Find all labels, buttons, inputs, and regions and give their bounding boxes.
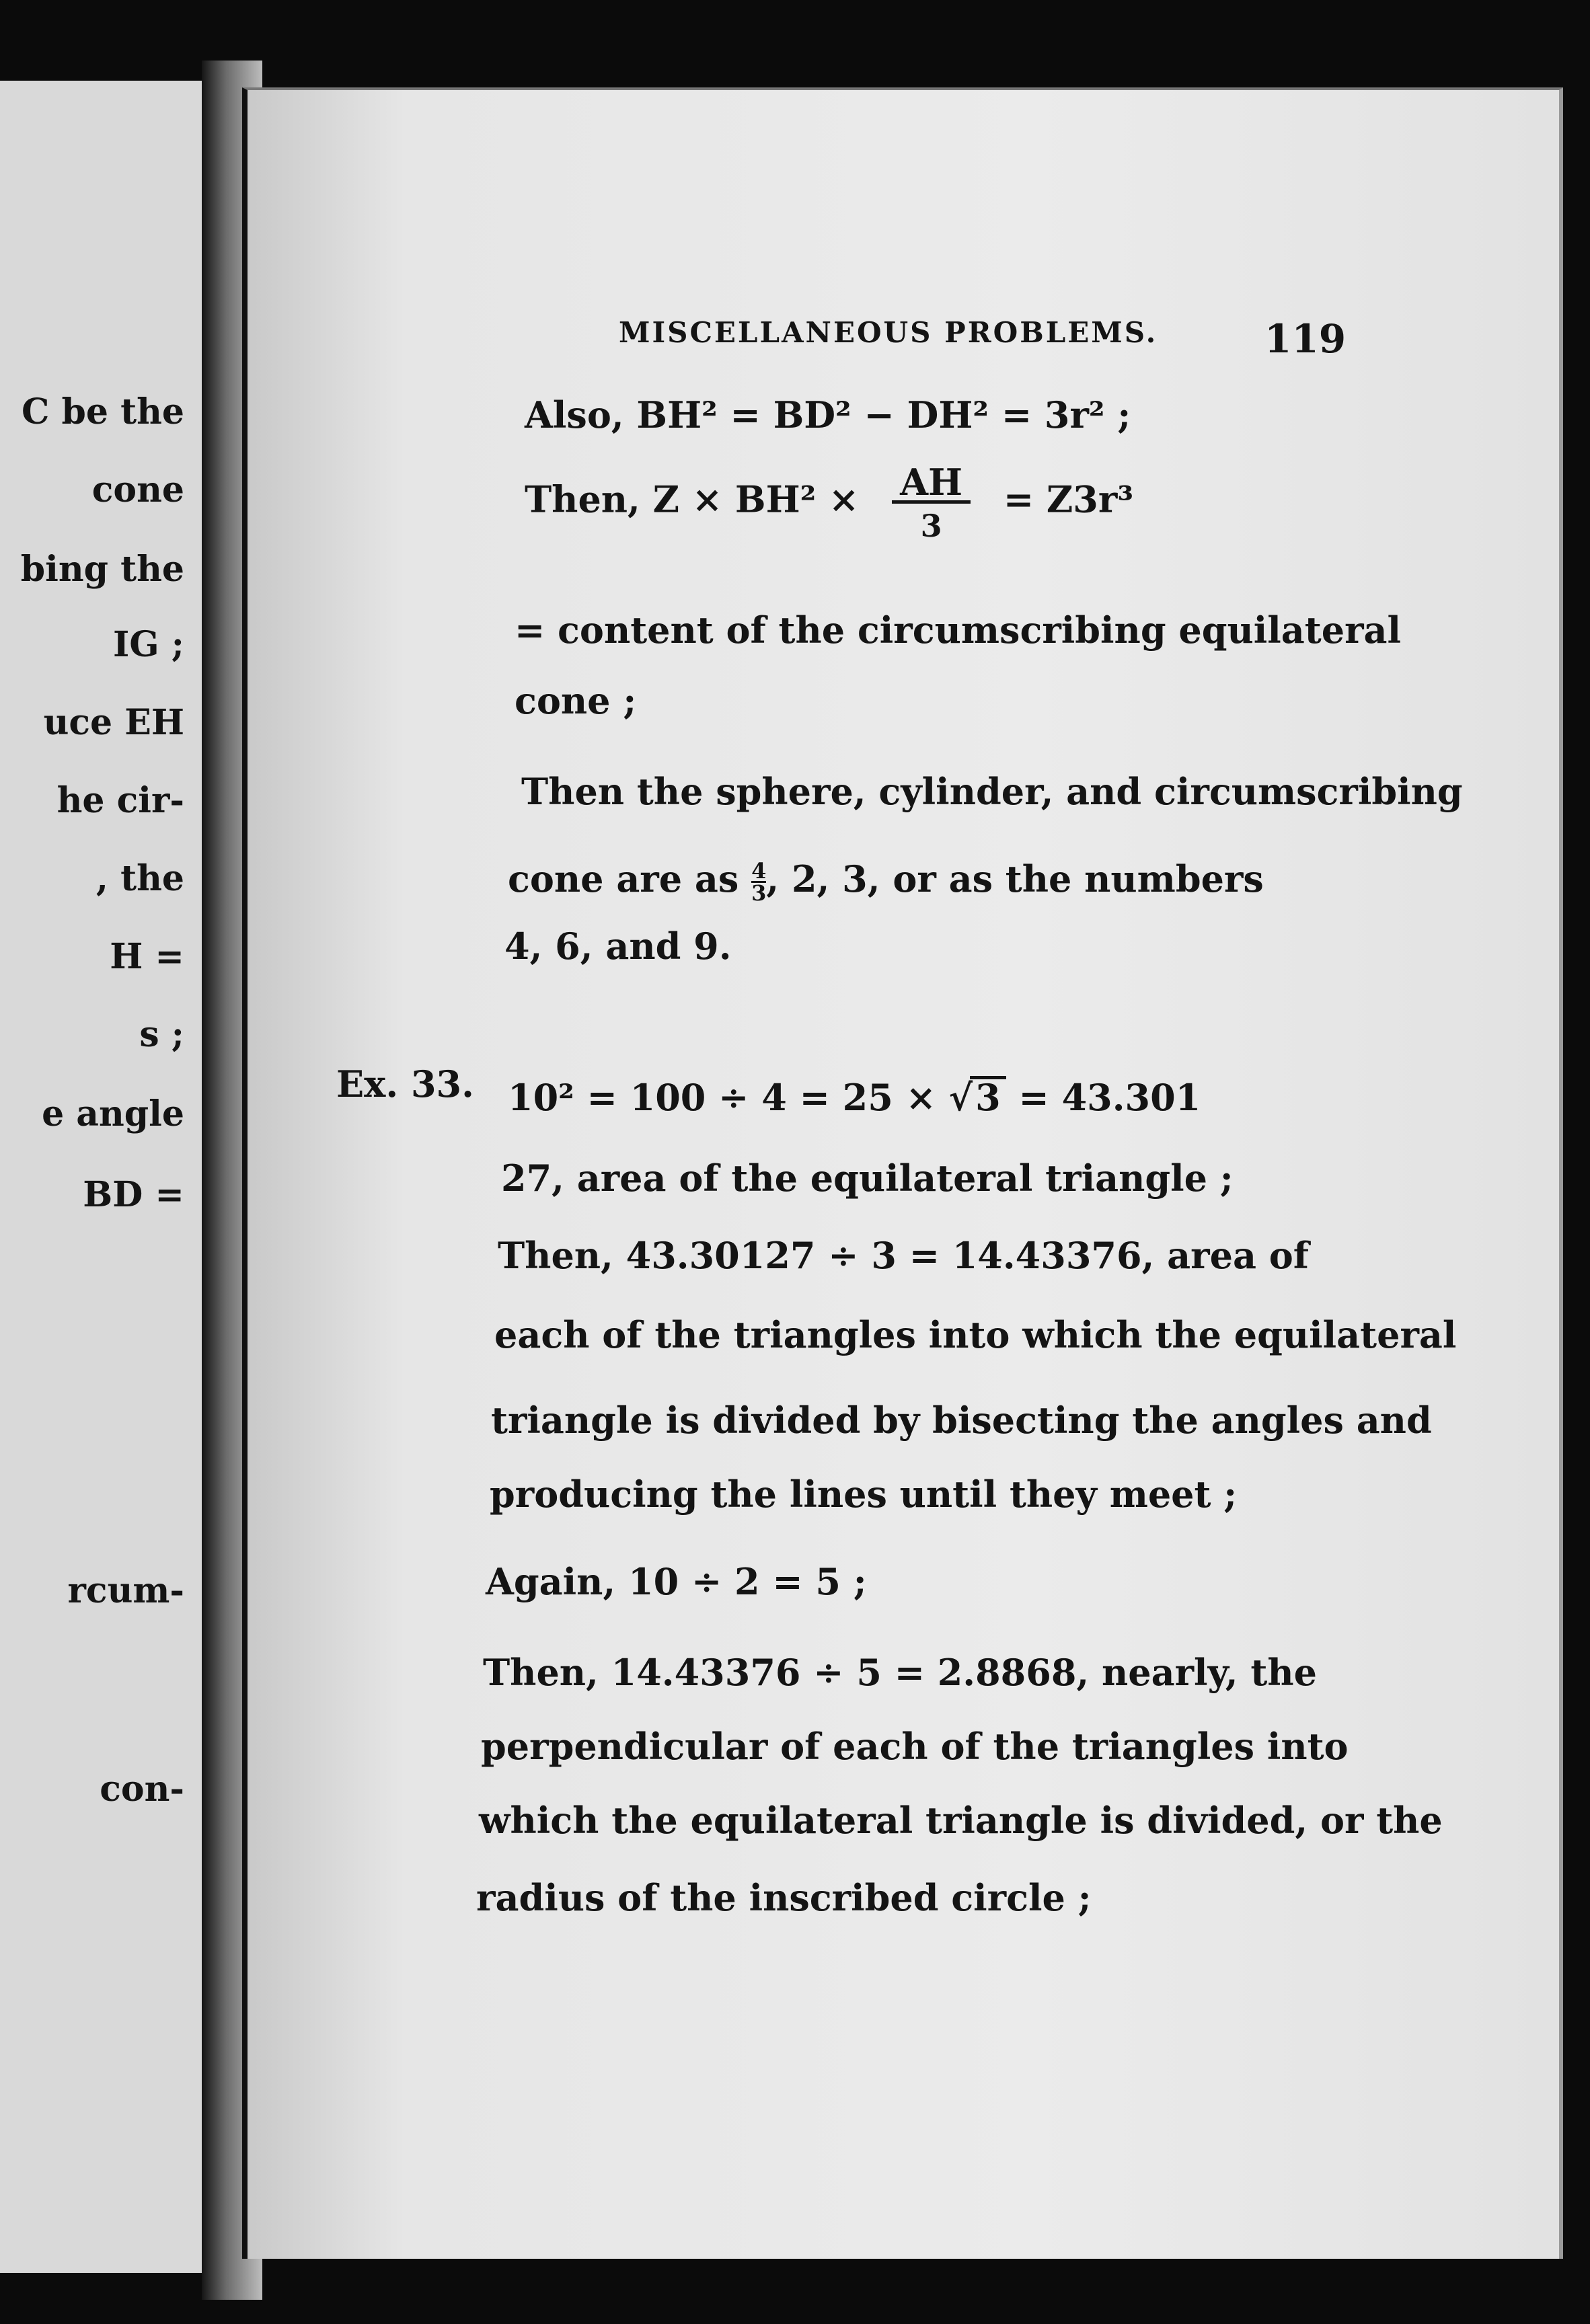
text-line: which the equilateral triangle is divided, or the [479, 1799, 1443, 1842]
sqrt-sign: √ [948, 1076, 973, 1119]
left-fragment: uce EH [43, 702, 184, 743]
text-segment: cone are as [508, 857, 739, 900]
equation-line [508, 1076, 1201, 1119]
fraction-denominator: 3 [751, 880, 767, 906]
text-line: 4, 6, and 9. [504, 925, 732, 968]
equation-line [525, 461, 1133, 544]
left-fragment: e angle [42, 1093, 184, 1134]
left-page-fragment [0, 81, 209, 2273]
running-header: MISCELLANEOUS PROBLEMS. [619, 316, 1158, 349]
left-fragment: BD = [83, 1174, 184, 1215]
text-line: 27, area of the equilateral triangle ; [501, 1157, 1234, 1200]
left-fragment: IG ; [112, 624, 184, 665]
text-line: triangle is divided by bisecting the angles and [491, 1399, 1432, 1442]
left-fragment: con- [100, 1769, 184, 1810]
equation-right: = Z3r³ [1003, 477, 1133, 521]
text-line: perpendicular of each of the triangles into [481, 1725, 1349, 1768]
left-fragment: rcum- [67, 1570, 184, 1611]
left-fragment: bing the [20, 549, 184, 590]
sqrt-radicand: 3 [970, 1076, 1006, 1116]
fraction-numerator: 4 [751, 858, 767, 884]
left-fragment: , the [96, 858, 184, 899]
example-label: Ex. 33. [336, 1062, 474, 1106]
text-segment: , 2, 3, or as the numbers [766, 857, 1264, 900]
text-line: Then, 14.43376 ÷ 5 = 2.8868, nearly, the [483, 1651, 1317, 1694]
text-line: = content of the circumscribing equilateral [515, 609, 1402, 652]
text-line: Also, BH² = BD² − DH² = 3r² ; [525, 393, 1131, 436]
equation-line [508, 857, 1264, 906]
fraction [751, 858, 767, 906]
text-line: each of the triangles into which the equilateral [494, 1313, 1457, 1356]
left-fragment: he cir- [56, 780, 184, 821]
text-line: radius of the inscribed circle ; [476, 1876, 1092, 1919]
left-fragment: cone [91, 469, 184, 510]
text-line: Then the sphere, cylinder, and circumscribing [521, 770, 1463, 813]
left-fragment: H = [110, 936, 184, 977]
left-fragment: C be the [22, 391, 184, 432]
fraction [892, 461, 971, 544]
text-line: Then, 43.30127 ÷ 3 = 14.43376, area of [498, 1234, 1309, 1277]
page-number: 119 [1264, 316, 1347, 362]
text-line: cone ; [515, 679, 637, 722]
text-line: Again, 10 ÷ 2 = 5 ; [486, 1560, 867, 1603]
left-fragment: s ; [139, 1014, 184, 1055]
fraction-denominator: 3 [920, 508, 942, 544]
fraction-numerator: AH [892, 464, 971, 504]
text-segment: = 43.301 [1018, 1076, 1201, 1119]
text-line: producing the lines until they meet ; [490, 1473, 1238, 1516]
text-segment: 10² = 100 ÷ 4 = 25 × [508, 1076, 936, 1119]
equation-left: Then, Z × BH² × [525, 477, 860, 521]
